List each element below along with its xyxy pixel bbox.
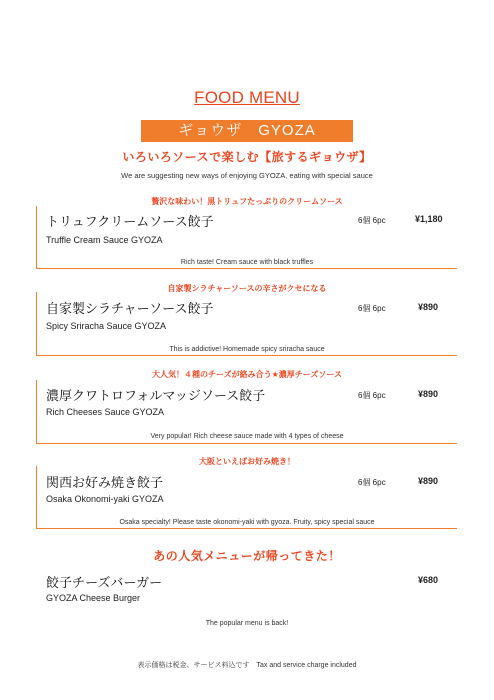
item-name-jp: 自家製シラチャーソース餃子 (46, 301, 214, 316)
item-name-en: GYOZA Cheese Burger (46, 593, 141, 603)
item-description: Very popular! Rich cheese sauce made with 4 types of cheese (150, 433, 344, 440)
item-name-en: Rich Cheeses Sauce GYOZA (46, 407, 165, 417)
item-description: Osaka specialty! Please taste okonomi-yaki with gyoza. Fruity, spicy special sauce (119, 519, 375, 526)
item-price: ¥890 (418, 476, 439, 486)
category-banner: ギョウザ GYOZA (141, 120, 353, 142)
item-name-jp: 濃厚クワトロフォルマッジソース餃子 (46, 388, 266, 403)
item-tagline: 贅沢な味わい！黒トリュフたっぷりのクリームソース (151, 197, 343, 206)
item-description: The popular menu is back! (205, 620, 289, 627)
category-subtitle: いろいろソースで楽しむ【旅するギョウザ】 (122, 150, 372, 164)
item-tagline: 大阪といえばお好み焼き！ (199, 457, 295, 466)
item-name-jp: 餃子チーズバーガー (46, 575, 163, 590)
item-name-jp: 関西お好み焼き餃子 (46, 475, 164, 490)
intro-text: We are suggesting new ways of enjoying GYOZA, eating with special sauce (121, 171, 373, 180)
item-name-en: Osaka Okonomi-yaki GYOZA (46, 494, 164, 504)
item-price: ¥1,180 (415, 214, 443, 224)
item-name-en: Spicy Sriracha Sauce GYOZA (46, 321, 167, 331)
tax-footer: 表示価格は税金、サービス料込です Tax and service charge included (137, 662, 357, 669)
item-quantity: 6個 6pc (358, 478, 386, 487)
item-name-jp: トリュフクリームソース餃子 (46, 214, 214, 229)
item-quantity: 6個 6pc (358, 216, 386, 225)
item-price: ¥890 (418, 302, 439, 312)
item-price: ¥890 (418, 389, 439, 399)
comeback-heading: あの人気メニューが帰ってきた！ (153, 549, 341, 563)
item-description: This is addictive! Homemade spicy sriracha sauce (169, 346, 325, 353)
item-tagline: 自家製シラチャーソースの辛さがクセになる (167, 284, 327, 293)
item-quantity: 6個 6pc (358, 391, 386, 400)
item-description: Rich taste! Cream sauce with black truffles (180, 259, 314, 266)
item-name-en: Truffle Cream Sauce GYOZA (46, 235, 163, 245)
item-price: ¥680 (418, 575, 439, 585)
item-tagline: 大人気！４種のチーズが絡み合う★濃厚チーズソース (152, 370, 342, 379)
menu-title: FOOD MENU (194, 88, 300, 107)
item-quantity: 6個 6pc (358, 304, 386, 313)
